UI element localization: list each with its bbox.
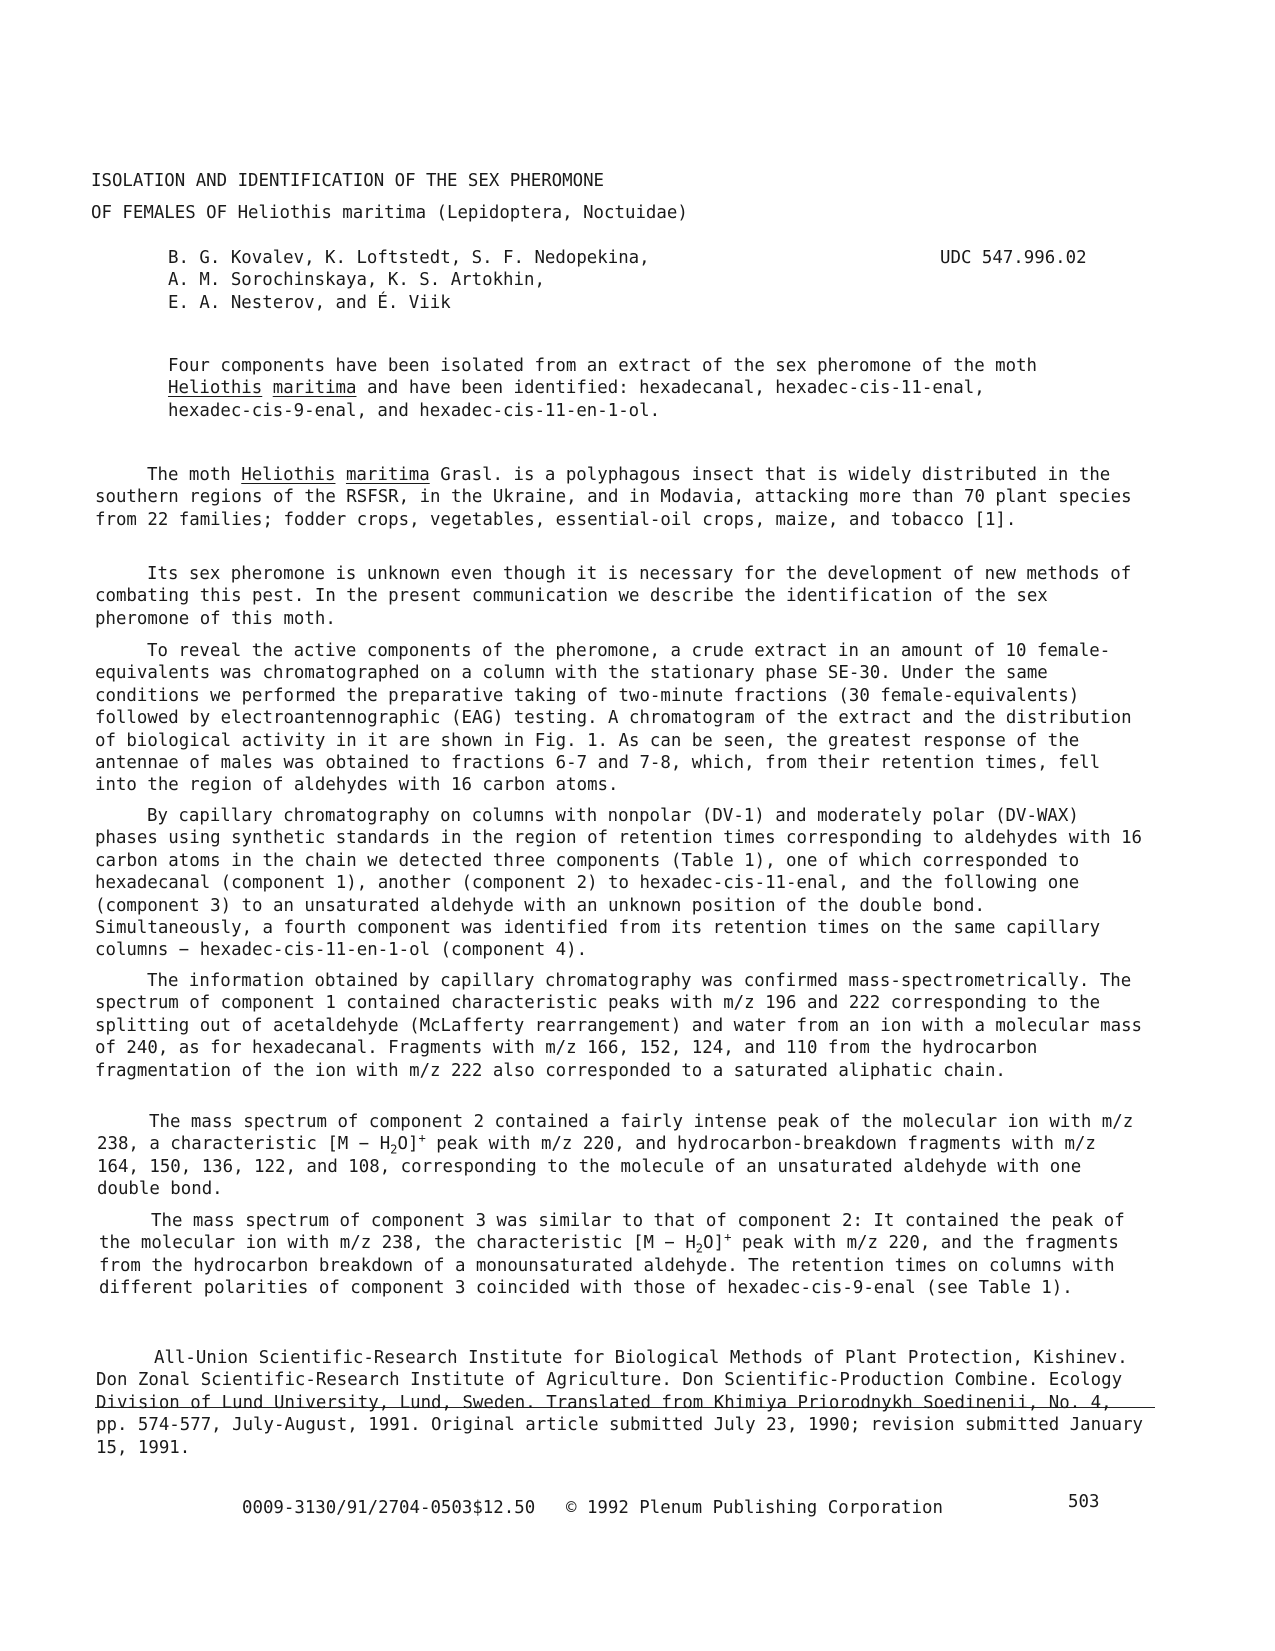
paragraph-4: By capillary chromatography on columns with nonpolar (DV-1) and moderately polar (DV-WAX) phases using synthetic standards in the region of retention times corresponding to aldehydes with 16 carbon atoms in the chain we detected three components (Table 1), one of which corresponded to hexadecanal (component 1), another (component 2) to hexadec-cis-11-enal, and the following one (component 3) to an unsaturated aldehyde with an unknown position of the double bond. Simultaneously, a fourth component was identified from its retention times on the same capillary columns − hexadec-cis-11-en-1-ol (component 4). (95, 806, 1143, 961)
p6-sup: + (418, 1131, 426, 1146)
paragraph-1 (95, 464, 1145, 531)
p6-mid: O] (397, 1134, 419, 1155)
authors-line-2: A. M. Sorochinskaya, K. S. Artokhin, (168, 270, 545, 291)
abstract-pre: Four components have been isolated from an extract of the sex pheromone of the moth (168, 356, 1038, 376)
abstract-post: and have been identified: hexadecanal, hexadec-cis-11-enal, hexadec-cis-9-enal, and hexadec-cis-11-en-1-ol. (168, 378, 985, 421)
p7-post: peak with m/z 220, and the fragments from the hydrocarbon breakdown of a monounsaturated aldehyde. The retention times on columns with different polarities of component 3 coincided with those of hexadec-cis-9-enal (see Table 1). (99, 1233, 1119, 1299)
authors-line-3: E. A. Nesterov, and É. Viik (168, 292, 451, 313)
p6-sub: 2 (390, 1142, 398, 1157)
p6-post: peak with m/z 220, and hydrocarbon-breakdown fragments with m/z 164, 150, 136, 122, and 108, corresponding to the molecule of an unsaturated aldehyde with one double bond. (97, 1134, 1096, 1200)
p7-sup: + (724, 1230, 732, 1245)
paragraph-3: To reveal the active components of the pheromone, a crude extract in an amount of 10 female-equivalents was chromatographed on a column with the stationary phase SE-30. Under the same conditions we performed the preparative taking of two-minute fractions (30 female-equivalents) followed by electroantennographic (EAG) testing. A chromatogram of the extract and the distribution of biological activity in it are shown in Fig. 1. As can be seen, the greatest response of the antennae of males was obtained to fractions 6-7 and 7-8, which, from their retention times, fell into the region of aldehydes with 16 carbon atoms. (95, 641, 1132, 796)
p7-mid: O] (703, 1233, 725, 1254)
paragraph-7 (99, 1210, 1149, 1300)
p1-post: Grasl. is a polyphagous insect that is widely distributed in the southern regions of the RSFSR, in the Ukraine, and in Modavia, attacking more than 70 plant species from 22 families; fodder crops, vegetables, essential-oil crops, maize, and tobacco [1]. (95, 465, 1132, 530)
p1-genus: Heliothis (241, 465, 336, 485)
authors (168, 247, 650, 314)
footer-copyright: © 1992 Plenum Publishing Corporation (566, 1498, 943, 1518)
p7-pre: The mass spectrum of component 3 was similar to that of component 2: It contained the peak of the molecular ion with m/z 238, the characteristic [M − H (99, 1211, 1125, 1254)
paragraph-5: The information obtained by capillary chromatography was confirmed mass-spectrometrically. The spectrum of component 1 contained characteristic peaks with m/z 196 and 222 corresponding to the splitting out of acetaldehyde (McLafferty rearrangement) and water from an ion with a molecular mass of 240, as for hexadecanal. Fragments with m/z 166, 152, 124, and 110 from the hydrocarbon fragmentation of the ion with m/z 222 also corresponded to a saturated aliphatic chain. (95, 971, 1143, 1081)
p6-pre: The mass spectrum of component 2 contained a fairly intense peak of the molecular ion with m/z 238, a characteristic [M − H (97, 1112, 1134, 1155)
title-line-2: OF FEMALES OF Heliothis maritima (Lepidoptera, Noctuidae) (91, 203, 688, 223)
paragraph-6 (97, 1111, 1147, 1201)
authors-line-1: B. G. Kovalev, K. Loftstedt, S. F. Nedopekina, (168, 248, 650, 268)
abstract-species: maritima (272, 378, 357, 399)
title-line-1: ISOLATION AND IDENTIFICATION OF THE SEX PHEROMONE (91, 171, 605, 191)
footer-issn-price: 0009-3130/91/2704-0503$12.50 (242, 1498, 536, 1518)
abstract (168, 355, 1040, 422)
p1-species: maritima (345, 465, 430, 485)
abstract-genus: Heliothis (168, 378, 263, 399)
p7-sub: 2 (695, 1241, 704, 1256)
footnote-affiliations: All-Union Scientific-Research Institute for Biological Methods of Plant Protection, Kishinev. Don Zonal Scientific-Research Institute of Agriculture. Don Scientific-Production Combine. Ecology Division of Lund University, Lund, Sweden. Translated from Khimiya Priorodnykh Soedinenii, No. 4, pp. 574-577, July-August, 1991. Original article submitted July 23, 1990; revision submitted January 15, 1991. (96, 1348, 1144, 1458)
paragraph-2: Its sex pheromone is unknown even though it is necessary for the development of new methods of combating this pest. In the present communication we describe the identification of the sex pheromone of this moth. (95, 564, 1132, 629)
udc-code: UDC 547.996.02 (940, 248, 1087, 268)
p1-pre: The moth (147, 465, 242, 485)
page-number: 503 (1068, 1492, 1100, 1512)
